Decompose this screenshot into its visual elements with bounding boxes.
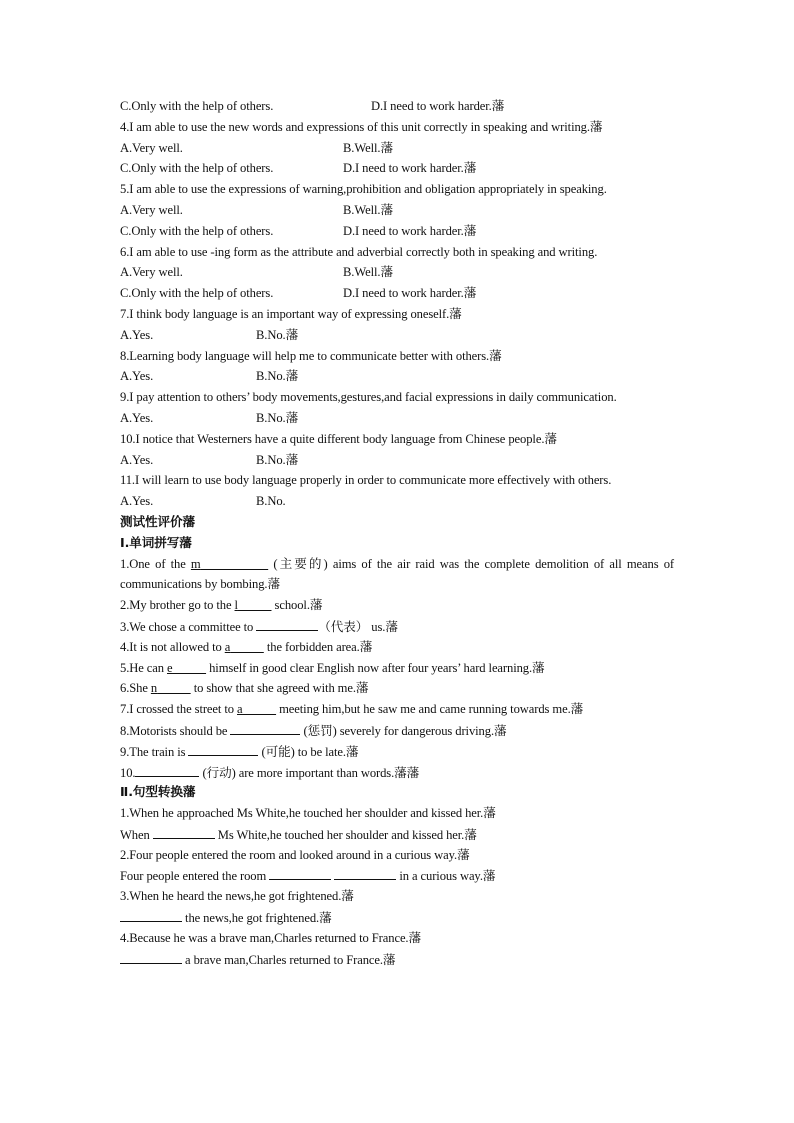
transform-item-1-original: 1.When he approached Ms White,he touched her shoulder and kissed her.藩 bbox=[120, 806, 496, 821]
answer-blank[interactable]: m bbox=[190, 556, 201, 571]
transform-item-3-original: 3.When he heard the news,he got frightened.藩 bbox=[120, 889, 354, 904]
option-d: D.I need to work harder.藩 bbox=[343, 161, 477, 176]
option-a: A.Yes. bbox=[120, 327, 154, 342]
answer-blank[interactable] bbox=[188, 741, 258, 756]
spelling-item-1: 1.One of the m (主要的) aims of the air raid was the complete demolition of all means of communications by bombing.藩 bbox=[120, 556, 674, 592]
q5-options-ab bbox=[120, 200, 674, 221]
question-6: 6.I am able to use -ing form as the attribute and adverbial correctly both in speaking and writing. bbox=[120, 244, 598, 259]
option-c: C.Only with the help of others. bbox=[120, 161, 274, 176]
option-d: D.I need to work harder.藩 bbox=[343, 286, 477, 301]
q4-options-cd bbox=[120, 158, 674, 179]
document-page bbox=[120, 96, 674, 969]
answer-blank[interactable] bbox=[334, 865, 396, 880]
q8-options bbox=[120, 366, 674, 387]
spelling-item-3: 3.We chose a committee to （代表） us.藩 bbox=[120, 616, 674, 637]
option-c: C.Only with the help of others. bbox=[120, 223, 274, 238]
option-d: D.I need to work harder.藩 bbox=[343, 223, 477, 238]
q6-options-ab bbox=[120, 262, 674, 283]
option-a: A.Yes. bbox=[120, 452, 154, 467]
answer-blank[interactable] bbox=[269, 865, 331, 880]
question-5: 5.I am able to use the expressions of warning,prohibition and obligation appropriately in speaking. bbox=[120, 182, 607, 197]
option-a: A.Yes. bbox=[120, 369, 154, 384]
answer-blank[interactable]: a bbox=[237, 702, 243, 717]
spelling-item-6: 6.She n to show that she agreed with me.藩 bbox=[120, 681, 369, 696]
transform-item-2-original: 2.Four people entered the room and looked around in a curious way.藩 bbox=[120, 847, 470, 862]
option-b: B.No. bbox=[256, 494, 286, 509]
question-11: 11.I will learn to use body language properly in order to communicate more effectively with others. bbox=[120, 473, 612, 488]
spelling-item-10: 10. (行动) are more important than words.藩藩 bbox=[120, 762, 674, 783]
spelling-item-9: 9.The train is (可能) to be late.藩 bbox=[120, 741, 674, 762]
transform-item-1-answer: When Ms White,he touched her shoulder and kissed her.藩 bbox=[120, 824, 674, 845]
q7-options bbox=[120, 325, 674, 346]
option-d: D.I need to work harder.藩 bbox=[371, 99, 505, 113]
answer-blank[interactable] bbox=[230, 720, 300, 735]
option-b: B.No.藩 bbox=[256, 327, 299, 342]
option-c: C.Only with the help of others. bbox=[120, 286, 274, 301]
q4-options-ab bbox=[120, 138, 674, 159]
answer-blank[interactable] bbox=[120, 907, 182, 922]
option-a: A.Very well. bbox=[120, 202, 183, 217]
option-a: A.Very well. bbox=[120, 265, 183, 280]
spelling-item-2: 2.My brother go to the l school.藩 bbox=[120, 598, 323, 613]
question-8: 8.Learning body language will help me to communicate better with others.藩 bbox=[120, 348, 502, 363]
option-c: C.Only with the help of others. bbox=[120, 99, 274, 113]
transform-item-2-answer: Four people entered the room in a curious way.藩 bbox=[120, 865, 674, 886]
q6-options-cd bbox=[120, 283, 674, 304]
spelling-item-5: 5.He can e himself in good clear English now after four years’ hard learning.藩 bbox=[120, 660, 545, 675]
spelling-item-4: 4.It is not allowed to a the forbidden area.藩 bbox=[120, 639, 373, 654]
spelling-item-8: 8.Motorists should be (惩罚) severely for dangerous driving.藩 bbox=[120, 720, 674, 741]
option-a: A.Yes. bbox=[120, 494, 154, 509]
answer-blank[interactable] bbox=[256, 616, 318, 631]
test-heading: 测试性评价藩 bbox=[120, 513, 195, 529]
option-b: B.Well.藩 bbox=[343, 202, 393, 217]
q10-options bbox=[120, 450, 674, 471]
answer-blank[interactable]: a bbox=[224, 639, 231, 654]
q5-options-cd bbox=[120, 221, 674, 242]
option-a: A.Very well. bbox=[120, 140, 183, 155]
answer-blank[interactable] bbox=[135, 762, 199, 777]
option-b: B.No.藩 bbox=[256, 452, 299, 467]
answer-blank[interactable]: e bbox=[167, 660, 173, 675]
transform-item-4-original: 4.Because he was a brave man,Charles returned to France.藩 bbox=[120, 930, 421, 945]
answer-blank[interactable]: l bbox=[234, 598, 238, 613]
transform-item-4-answer: a brave man,Charles returned to France.藩 bbox=[120, 949, 674, 970]
answer-blank[interactable]: n bbox=[150, 681, 158, 696]
question-7: 7.I think body language is an important way of expressing oneself.藩 bbox=[120, 306, 462, 321]
section-1-heading: Ⅰ.单词拼写藩 bbox=[120, 534, 192, 550]
answer-blank[interactable] bbox=[120, 949, 182, 964]
question-4: 4.I am able to use the new words and expressions of this unit correctly in speaking and writing.藩 bbox=[120, 119, 603, 134]
option-b: B.Well.藩 bbox=[343, 265, 393, 280]
option-b: B.No.藩 bbox=[256, 410, 299, 425]
option-a: A.Yes. bbox=[120, 410, 154, 425]
option-b: B.Well.藩 bbox=[343, 140, 393, 155]
transform-item-3-answer: the news,he got frightened.藩 bbox=[120, 907, 674, 928]
q3-options-cd bbox=[120, 96, 674, 117]
question-10: 10.I notice that Westerners have a quite different body language from Chinese people.藩 bbox=[120, 431, 557, 446]
spelling-item-7: 7.I crossed the street to a meeting him,but he saw me and came running towards me.藩 bbox=[120, 702, 584, 717]
q9-options bbox=[120, 408, 674, 429]
q11-options bbox=[120, 491, 674, 512]
question-9: 9.I pay attention to others’ body movements,gestures,and facial expressions in daily communication. bbox=[120, 390, 617, 405]
answer-blank[interactable] bbox=[153, 824, 215, 839]
section-2-heading: Ⅱ.句型转换藩 bbox=[120, 784, 196, 800]
option-b: B.No.藩 bbox=[256, 369, 299, 384]
